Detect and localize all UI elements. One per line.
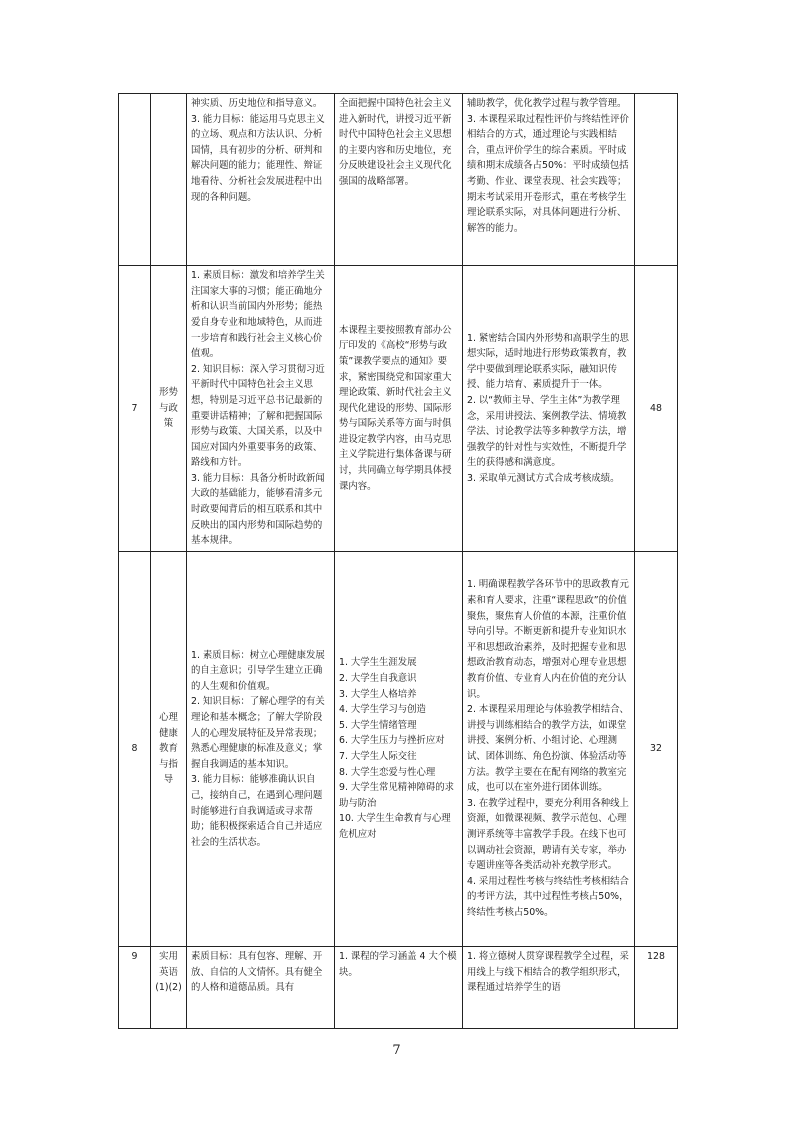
- course-name-cell: [151, 552, 187, 947]
- content-item: 6. 大学生压力与挫折应对: [339, 735, 445, 747]
- objective-item: 素质目标：具有包容、理解、开放、自信的人文情怀。具有健全的人格和道德品质。具有: [191, 951, 323, 994]
- requirement-item: 辅助教学，优化教学过程与教学管理。: [467, 98, 627, 109]
- course-name: 实用英语(1)(2): [155, 951, 182, 994]
- course-number: 8: [131, 743, 138, 755]
- course-hours: 128: [647, 951, 665, 962]
- course-number-cell: [119, 947, 151, 1029]
- requirement-item: 2. 以“教师主导、学生主体”为教学理念，采用讲授法、案例教学法、情境教学法、讨论教学法等多种教学方法，增强教学的针对性与实效性，不断提升学生的获得感和满意度。: [467, 394, 627, 469]
- requirements-cell: [463, 947, 635, 1029]
- table-body: [119, 94, 678, 1029]
- objective-item: 神实质、历史地位和指导意义。: [191, 98, 323, 109]
- course-table: [118, 93, 678, 1029]
- objective-item: 2. 知识目标：了解心理学的有关理论和基本概念；了解大学阶段人的心理发展特征及异常表现；熟悉心理健康的标准及意义；掌握自我调适的基本知识。: [191, 696, 325, 770]
- requirement-item: 1. 将立德树人贯穿课程教学全过程，采用线上与线下相结合的教学组织形式，课程通过培养学生的语: [467, 951, 629, 994]
- requirement-item: 3. 本课程采取过程性评价与终结性评价相结合的方式，通过理论与实践相结合，重点评价学生的综合素质。平时成绩和期末成绩各占50%：平时成绩包括考勤、作业、课堂表现、社会实践等；期末考试采用开卷形式，重在考核学生理论联系实际，对具体问题进行分析、解答的能力。: [467, 113, 629, 234]
- content-item: 1. 课程的学习涵盖 4 大个模块。: [339, 951, 457, 978]
- course-hours: 48: [650, 402, 662, 414]
- content-cell: [335, 94, 463, 266]
- content-cell: [335, 947, 463, 1029]
- content-item: 1. 大学生生涯发展: [339, 657, 417, 669]
- table-row: [119, 266, 678, 552]
- course-name-cell: [151, 947, 187, 1029]
- requirements-cell: [463, 552, 635, 947]
- requirements-cell: [463, 94, 635, 266]
- objectives-cell: [187, 552, 335, 947]
- objectives-cell: [187, 94, 335, 266]
- table-row: [119, 552, 678, 947]
- content-item: 9. 大学生常见精神障碍的求助与防治: [339, 782, 455, 809]
- objective-item: 3. 能力目标：具备分析时政新闻大政的基础能力，能够看清多元时政要闻背后的相互联系和其中反映出的国内形势和国际趋势的基本规律。: [191, 472, 325, 547]
- course-number-cell: [119, 266, 151, 552]
- hours-cell: [635, 552, 678, 947]
- objectives-cell: [187, 947, 335, 1029]
- requirement-item: 3. 采取单元测试方式合成考核成绩。: [467, 472, 620, 484]
- content-item: 7. 大学生人际交往: [339, 751, 417, 762]
- objective-item: 3. 能力目标：能运用马克思主义的立场、观点和方法认识、分析国情，具有初步的分析、研判和解决问题的能力；能理性、辩证地看待、分析社会发展进程中出现的各种问题。: [191, 113, 325, 203]
- course-number: 9: [131, 951, 138, 962]
- course-number-cell: [119, 552, 151, 947]
- requirements-cell: [463, 266, 635, 552]
- objective-item: 2. 知识目标：深入学习贯彻习近平新时代中国特色社会主义思想，特别是习近平总书记最新的重要讲话精神；了解和把握国际形势与政策、大国关系，以及中国应对国内外重要事务的政策、路线和方针。: [191, 363, 325, 469]
- content-item: 8. 大学生恋爱与性心理: [339, 766, 436, 778]
- content-item: 10. 大学生生命教育与心理危机应对: [339, 813, 451, 840]
- requirement-item: 3. 在教学过程中，要充分利用各种线上资源，如微课视频、教学示范包、心理测评系统等丰富教学手段。在线下也可以调动社会资源，聘请有关专家，举办专题讲座等各类活动补充教学形式。: [467, 797, 629, 872]
- table-row: [119, 947, 678, 1029]
- requirement-item: 1. 明确课程教学各环节中的思政教育元素和育人要求，注重“课程思政”的价值聚焦，聚焦育人价值的本源，注重价值导向引导。不断更新和提升专业知识水平和思想政治素养，及时把握专业和思想政治教育动态，增强对心理专业思想教育价值、专业育人内在价值的充分认识。: [467, 579, 629, 700]
- hours-cell: [635, 94, 678, 266]
- table-row: [119, 94, 678, 266]
- course-name: 形势与政策: [159, 387, 178, 430]
- course-name-cell: [151, 266, 187, 552]
- requirement-item: 2. 本课程采用理论与体验教学相结合、讲授与训练相结合的教学方法，如课堂讲授、案例分析、小组讨论、心理测试、团体训练、角色扮演、体验活动等方法。教学主要在在配有网络的教室完成，也可以在室外进行团体训练。: [467, 704, 629, 794]
- course-number: 7: [131, 402, 138, 414]
- content-cell: [335, 266, 463, 552]
- content-item: 2. 大学生自我意识: [339, 673, 417, 685]
- requirement-item: 1. 紧密结合国内外形势和高职学生的思想实际，适时地进行形势政策教育，教学中要做到理论联系实际，融知识传授、能力培育、素质提升于一体。: [467, 332, 629, 391]
- hours-cell: [635, 266, 678, 552]
- course-number-cell: [119, 94, 151, 266]
- content-item: 5. 大学生情绪管理: [339, 719, 417, 731]
- objective-item: 1. 素质目标：激发和培养学生关注国家大事的习惯；能正确地分析和认识当前国内外形势；能热爱自身专业和地域特色，从而进一步培育和践行社会主义核心价值观。: [191, 270, 325, 360]
- objective-item: 3. 能力目标：能够准确认识自己，接纳自己，在遇到心理问题时能够进行自我调适或寻求帮助；能积极探索适合自己并适应社会的生活状态。: [191, 774, 323, 848]
- content-cell: [335, 552, 463, 947]
- objective-item: 1. 素质目标：树立心理健康发展的自主意识；引导学生建立正确的人生观和价值观。: [191, 649, 325, 692]
- page-number: 7: [392, 1043, 401, 1058]
- objectives-cell: [187, 266, 335, 552]
- course-name-cell: [151, 94, 187, 266]
- course-hours: 32: [650, 743, 662, 755]
- requirement-item: 4. 采用过程性考核与终结性考核相结合的考评方法，其中过程性考核占50%，终结性考核占50%。: [467, 875, 629, 918]
- content-item: 全面把握中国特色社会主义进入新时代，讲授习近平新时代中国特色社会主义思想的主要内容和历史地位，充分反映建设社会主义现代化强国的战略部署。: [339, 98, 452, 187]
- hours-cell: [635, 947, 678, 1029]
- content-item: 3. 大学生人格培养: [339, 688, 417, 700]
- course-name: 心理健康教育与指导: [159, 712, 178, 786]
- content-item: 4. 大学生学习与创造: [339, 704, 426, 716]
- content-item: 本课程主要按照教育部办公厅印发的《高校“形势与政策”课教学要点的通知》要求，紧密围绕党和国家重大理论政策、新时代社会主义现代化建设的形势、国际形势与国际关系等方面与时俱进设定教学内容，由马克思主义学院进行集体备课与研讨，共同确立每学期具体授课内容。: [339, 324, 452, 492]
